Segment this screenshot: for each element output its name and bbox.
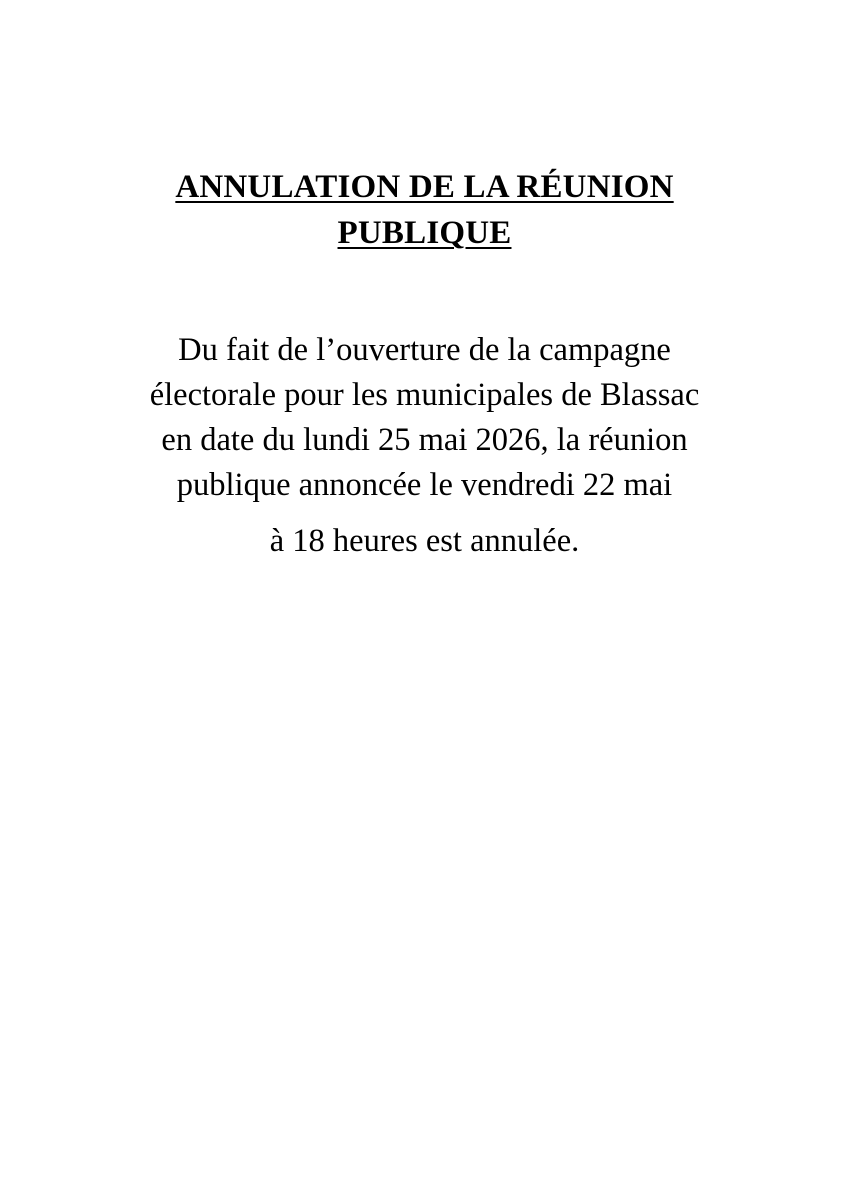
- notice-body-line-4: publique annoncée le vendredi 22 mai: [176, 467, 673, 503]
- notice-body-line-5: à 18 heures est annulée.: [269, 523, 580, 559]
- notice-body-line-3: en date du lundi 25 mai 2026, la réunion: [161, 422, 688, 458]
- notice-body-line-2: électorale pour les municipales de Blassac: [149, 377, 700, 413]
- notice-title-line-2: PUBLIQUE: [337, 215, 512, 251]
- notice-title: [0, 164, 849, 256]
- notice-title-line-1: ANNULATION DE LA RÉUNION: [175, 169, 674, 205]
- notice-body: [0, 328, 849, 564]
- notice-body-line-1: Du fait de l’ouverture de la campagne: [178, 332, 671, 368]
